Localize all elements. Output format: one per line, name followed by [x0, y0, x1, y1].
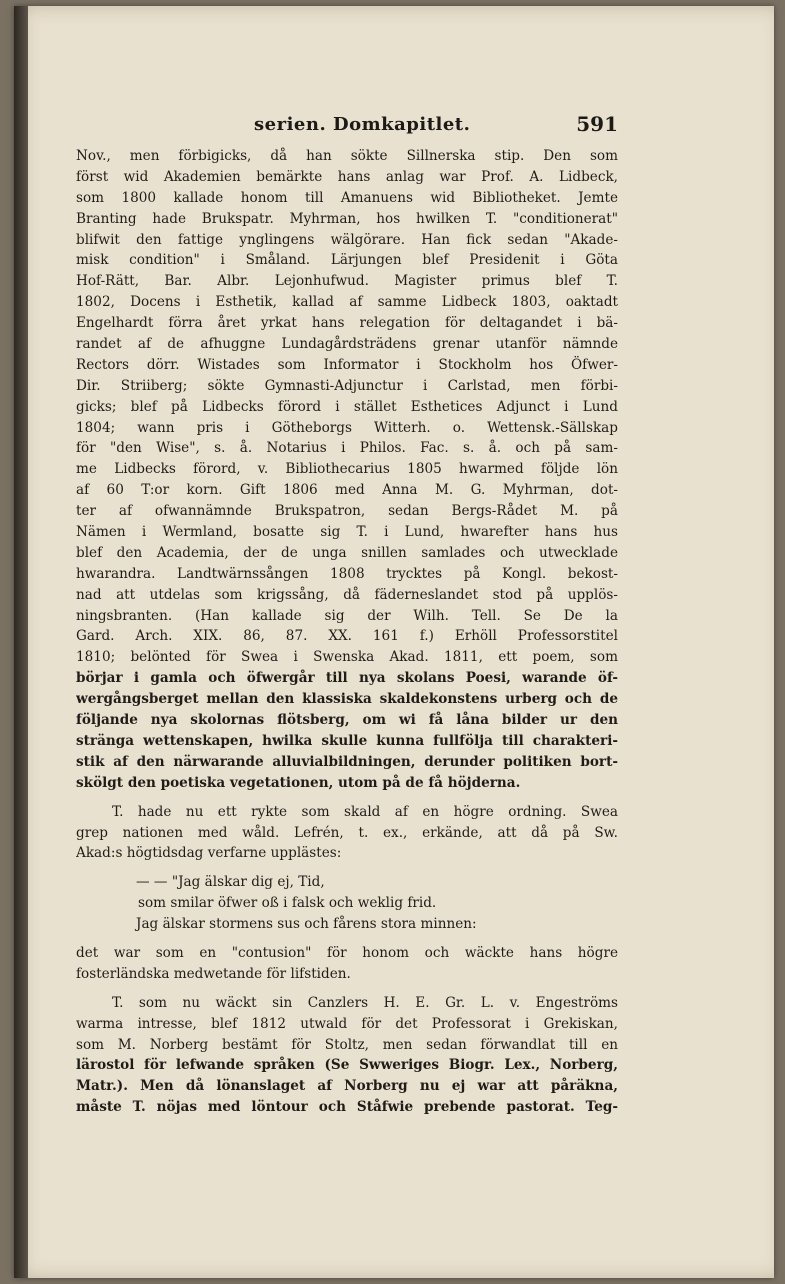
text-line: Hof-Rätt, Bar. Albr. Lejonhufwud. Magister primus blef T.: [76, 273, 618, 290]
paragraph-gap: [76, 794, 618, 802]
text-line: Rectors dörr. Wistades som Informator i Stockholm hos Öfwer-: [76, 356, 618, 373]
text-line: ter af ofwannämnde Brukspatron, sedan Bergs-Rådet M. på: [76, 503, 618, 520]
text-line: Dir. Striiberg; sökte Gymnasti-Adjunctur i Carlstad, men förbi-: [76, 377, 618, 394]
text-line: följande nya skolornas flötsberg, om wi få låna bilder ur den: [76, 712, 618, 729]
text-line: 1810; belönted för Swea i Swenska Akad. 1811, ett poem, som: [76, 649, 618, 666]
text-line: wergångsberget mellan den klassiska skaldekonstens urberg och de: [76, 691, 618, 708]
text-line: misk condition" i Småland. Lärjungen blef Presidenit i Göta: [76, 252, 618, 269]
text-line: blef den Academia, der de unga snillen samlades och utwecklade: [76, 544, 618, 561]
paragraph-gap: [76, 864, 618, 872]
text-line: Nämen i Wermland, bosatte sig T. i Lund, hwarefter hans hus: [76, 524, 618, 541]
paragraph-gap: [76, 985, 618, 993]
body-text: [76, 146, 618, 1118]
text-line: fosterländska medwetande för lifstiden.: [76, 965, 351, 982]
text-line: börjar i gamla och öfwergår till nya skolans Poesi, warande öf-: [76, 670, 618, 687]
text-line: blifwit den fattige ynglingens wälgörare. Han fick sedan "Akade-: [76, 231, 618, 248]
text-line: grep nationen med wåld. Lefrén, t. ex., erkände, att då på Sw.: [76, 824, 618, 841]
paragraph-biography: [76, 146, 618, 794]
text-line: Branting hade Brukspatr. Myhrman, hos hwilken T. "conditionerat": [76, 210, 618, 227]
text-line: T. hade nu ett rykte som skald af en högre ordning. Swea: [112, 803, 618, 820]
text-line: först wid Akademien bemärkte hans anlag war Prof. A. Lidbeck,: [76, 168, 618, 185]
text-line: Akad:s högtidsdag verfarne upplästes:: [76, 845, 342, 862]
text-line: 1802, Docens i Esthetik, kallad af samme Lidbeck 1803, oaktadt: [76, 294, 618, 311]
book-page: [14, 6, 774, 1278]
text-line: T. som nu wäckt sin Canzlers H. E. Gr. L. v. Engeströms: [112, 994, 618, 1011]
text-line: nad att utdelas som krigssång, då fäderneslandet stod på upplös-: [76, 586, 618, 603]
text-line: det war som en "contusion" för honom och wäckte hans högre: [76, 944, 618, 961]
paragraph-swea: [76, 802, 618, 865]
verse-line: som smilar öfwer oß i falsk och weklig frid.: [138, 895, 437, 912]
text-line: ningsbranten. (Han kallade sig der Wilh. Tell. Se De la: [76, 607, 618, 624]
text-line: stränga wettenskapen, hwilka skulle kunna fullfölja till charakteri-: [76, 732, 618, 749]
text-line: Engelhardt förra året yrkat hans relegation för deltagandet i bä-: [76, 315, 618, 332]
text-line: hwarandra. Landtwärnssången 1808 trycktes på Kongl. bekost-: [76, 565, 618, 582]
text-line: som 1800 kallade honom till Amanuens wid Bibliotheket. Jemte: [76, 189, 618, 206]
verse-line: — — "Jag älskar dig ej, Tid,: [136, 874, 325, 891]
text-line: Matr.). Men då lönanslaget af Norberg nu ej war att påräkna,: [76, 1078, 618, 1095]
text-line: gicks; blef på Lidbecks förord i stället Esthetices Adjunct i Lund: [76, 398, 618, 415]
text-line: som M. Norberg bestämt för Stoltz, men sedan förwandlat till en: [76, 1036, 618, 1053]
text-line: me Lidbecks förord, v. Bibliothecarius 1805 hwarmed följde lön: [76, 461, 618, 478]
text-line: af 60 T:or korn. Gift 1806 med Anna M. G. Myhrman, dot-: [76, 482, 618, 499]
text-line: randet af de afhuggne Lundagårdsträdens grenar utanför nämnde: [76, 336, 618, 353]
book-gutter: [14, 6, 28, 1278]
text-line: Gard. Arch. XIX. 86, 87. XX. 161 f.) Erhöll Professorstitel: [76, 628, 618, 645]
text-line: lärostol för lefwande språken (Se Swweriges Biogr. Lex., Norberg,: [76, 1057, 618, 1074]
page-number: 591: [576, 112, 618, 136]
text-line: 1804; wann pris i Götheborgs Witterh. o. Wettensk.-Sällskap: [76, 419, 618, 436]
text-line: måste T. nöjas med löntour och Ståfwie prebende pastorat. Teg-: [76, 1099, 618, 1116]
paragraph-contusion: [76, 943, 618, 985]
page-header: [76, 104, 618, 134]
running-title: serien. Domkapitlet.: [254, 114, 471, 135]
text-line: stik af den närwarande alluvialbildningen, derunder politiken bort-: [76, 753, 618, 770]
text-line: skölgt den poetiska vegetationen, utom på de få höjderna.: [76, 774, 521, 791]
verse-quotation: [76, 872, 618, 935]
paragraph-professorat: [76, 993, 618, 1118]
text-line: för "den Wise", s. å. Notarius i Philos. Fac. s. å. och på sam-: [76, 440, 618, 457]
verse-line: Jag älskar stormens sus och fårens stora minnen:: [136, 916, 477, 933]
text-line: Nov., men förbigicks, då han sökte Sillnerska stip. Den som: [76, 148, 618, 164]
paragraph-gap: [76, 935, 618, 943]
text-line: warma intresse, blef 1812 utwald för det Professorat i Grekiskan,: [76, 1015, 618, 1032]
